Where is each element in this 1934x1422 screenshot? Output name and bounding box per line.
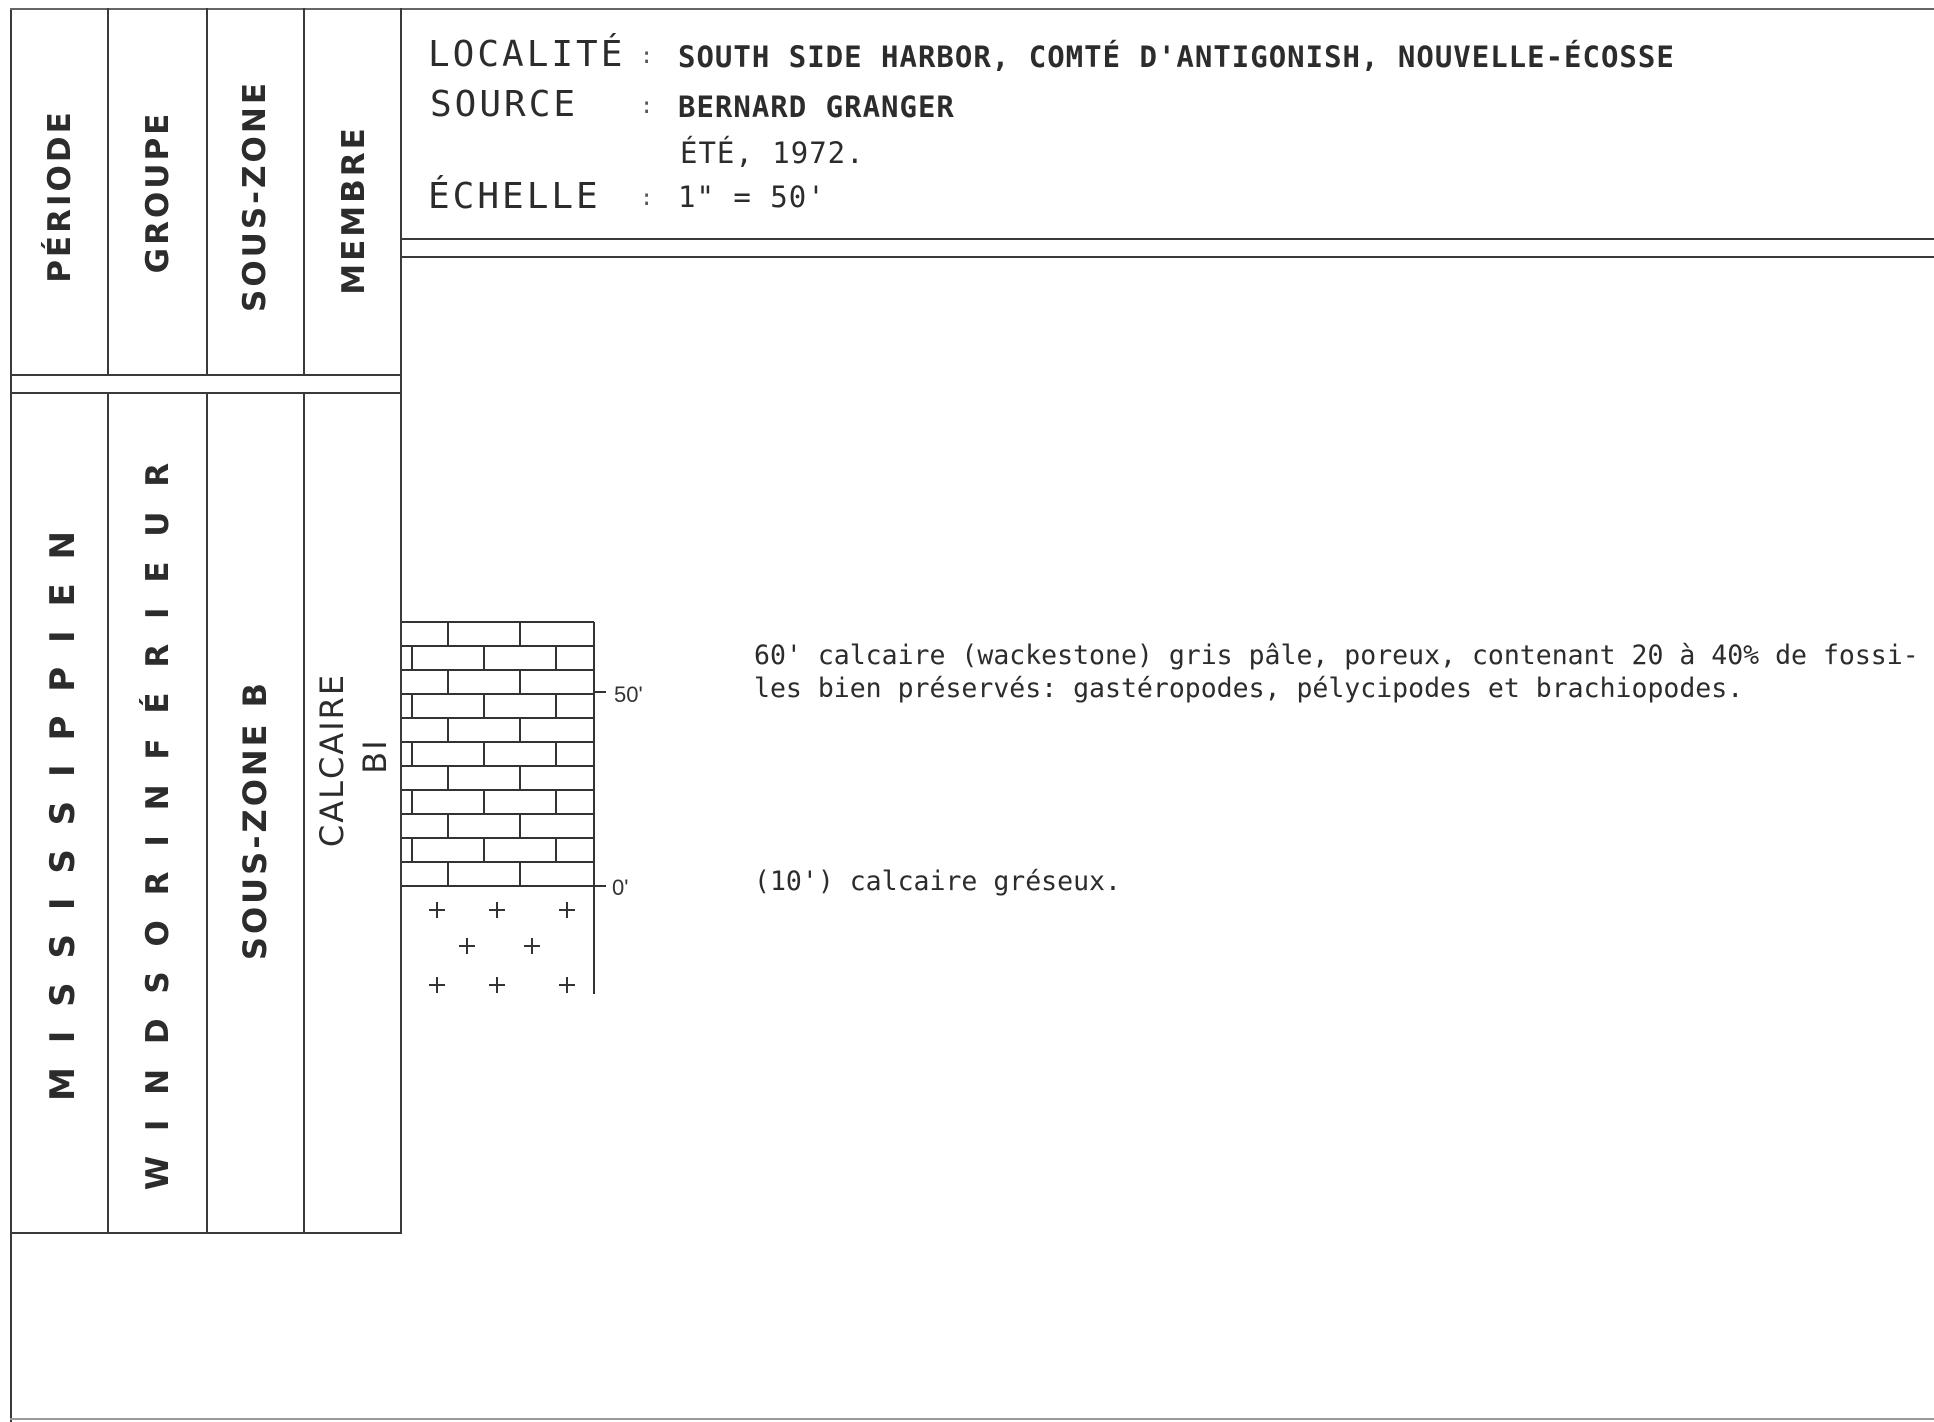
- source-value-line1: BERNARD GRANGER: [678, 90, 955, 124]
- value-membre-line1: CALCAIRE: [313, 672, 351, 848]
- source-colon: :: [640, 94, 654, 119]
- source-label: SOURCE: [430, 84, 579, 125]
- value-periode: M I S S I S S I P P I E N: [43, 525, 83, 1101]
- limestone-brick-pattern: [402, 622, 594, 886]
- description-unit2: (10') calcaire gréseux.: [754, 866, 1121, 897]
- column-header-groupe: GROUPE: [140, 110, 176, 274]
- echelle-label: ÉCHELLE: [428, 176, 601, 217]
- column-header-periode: PÉRIODE: [42, 109, 78, 283]
- echelle-colon: :: [640, 186, 654, 211]
- localite-colon: :: [640, 44, 654, 69]
- value-groupe: W I N D S O R I N F É R I E U R: [140, 455, 176, 1191]
- echelle-value: 1" = 50': [678, 180, 826, 214]
- description-unit1-line1: 60' calcaire (wackestone) gris pâle, poreux, contenant 20 à 40% de fossi-: [754, 640, 1919, 671]
- source-value-line2: ÉTÉ, 1972.: [680, 136, 865, 170]
- column-header-membre: MEMBRE: [336, 125, 372, 295]
- value-sous-zone: SOUS-ZONE B: [236, 679, 274, 961]
- description-unit1-line2: les bien préservés: gastéropodes, pélycipodes et brachiopodes.: [754, 673, 1744, 704]
- localite-value: SOUTH SIDE HARBOR, COMTÉ D'ANTIGONISH, NOUVELLE-ÉCOSSE: [678, 40, 1675, 74]
- tick-label-0: 0': [612, 875, 629, 900]
- column-header-sous-zone: SOUS-ZONE: [237, 80, 273, 312]
- tick-label-50: 50': [614, 682, 643, 707]
- sandy-limestone-cross-pattern: [429, 902, 575, 993]
- localite-label: LOCALITÉ: [428, 34, 626, 75]
- value-membre-line2: BI: [356, 738, 394, 774]
